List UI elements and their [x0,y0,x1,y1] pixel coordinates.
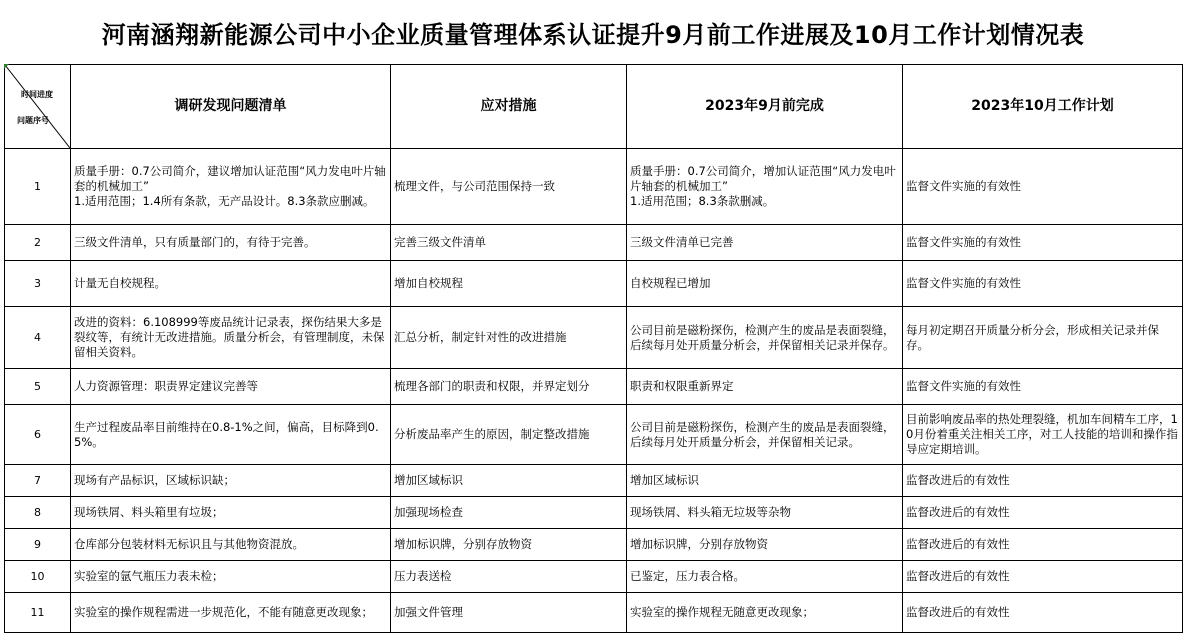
corner-label-issue-number: 问题序号 [17,116,49,125]
issue-cell[interactable]: 生产过程废品率目前维持在0.8-1%之间，偏高，目标降到0.5%。 [71,405,391,465]
issue-number-cell[interactable]: 6 [5,405,71,465]
issue-cell[interactable]: 实验室的操作规程需进一步规范化，不能有随意更改现象； [71,593,391,633]
sheet-title: 河南涵翔新能源公司中小企业质量管理体系认证提升9月前工作进展及10月工作计划情况表 [101,20,1085,49]
corner-label-time-progress: 时间进度 [21,90,53,99]
measure-cell[interactable]: 完善三级文件清单 [391,225,627,261]
plan-cell[interactable]: 目前影响废品率的热处理裂缝，机加车间精车工序，10月份着重关注相关工序，对工人技能的培训和操作指导应定期培训。 [903,405,1183,465]
issue-cell[interactable]: 仓库部分包装材料无标识且与其他物资混放。 [71,529,391,561]
measure-cell[interactable]: 加强现场检查 [391,497,627,529]
completed-cell[interactable]: 现场铁屑、料头箱无垃圾等杂物 [627,497,903,529]
plan-cell[interactable]: 每月初定期召开质量分析分会，形成相关记录并保存。 [903,307,1183,369]
measure-cell[interactable]: 增加区域标识 [391,465,627,497]
completed-cell[interactable]: 公司目前是磁粉探伤，检测产生的废品是表面裂缝，后续每月处开质量分析会，并保留相关记录并保存。 [627,307,903,369]
issue-cell[interactable]: 现场铁屑、料头箱里有垃圾； [71,497,391,529]
plan-cell[interactable]: 监督改进后的有效性 [903,561,1183,593]
table-row [5,307,1183,369]
completed-cell[interactable]: 职责和权限重新界定 [627,369,903,405]
column-header-issues[interactable]: 调研发现问题清单 [71,65,391,149]
table-row [5,497,1183,529]
table-row [5,561,1183,593]
table-row [5,593,1183,633]
cell-comment-marker [4,64,9,69]
issue-cell[interactable]: 计量无自校规程。 [71,261,391,307]
table-row [5,261,1183,307]
issue-number-cell[interactable]: 4 [5,307,71,369]
plan-cell[interactable]: 监督改进后的有效性 [903,497,1183,529]
table-row [5,529,1183,561]
column-header-october-plan[interactable]: 2023年10月工作计划 [903,65,1183,149]
measure-cell[interactable]: 分析废品率产生的原因，制定整改措施 [391,405,627,465]
issue-cell[interactable]: 三级文件清单，只有质量部门的，有待于完善。 [71,225,391,261]
issue-cell[interactable]: 人力资源管理：职责界定建议完善等 [71,369,391,405]
column-header-measures[interactable]: 应对措施 [391,65,627,149]
issue-cell[interactable]: 质量手册：0.7公司简介，建议增加认证范围“风力发电叶片轴套的机械加工” 1.适用范围；1.4所有条款，无产品设计。8.3条款应删减。 [71,149,391,225]
plan-cell[interactable]: 监督文件实施的有效性 [903,225,1183,261]
completed-cell[interactable]: 实验室的操作规程无随意更改现象； [627,593,903,633]
header-row [5,65,1183,149]
issue-number-cell[interactable]: 5 [5,369,71,405]
plan-cell[interactable]: 监督文件实施的有效性 [903,261,1183,307]
issue-number-cell[interactable]: 11 [5,593,71,633]
issue-cell[interactable]: 改进的资料：6.108999等废品统计记录表，探伤结果大多是裂纹等，有统计无改进措施。质量分析会，有管理制度，未保留相关资料。 [71,307,391,369]
measure-cell[interactable]: 加强文件管理 [391,593,627,633]
measure-cell[interactable]: 压力表送检 [391,561,627,593]
table-row [5,225,1183,261]
completed-cell[interactable]: 公司目前是磁粉探伤，检测产生的废品是表面裂缝，后续每月处开质量分析会，并保留相关记录。 [627,405,903,465]
progress-table [4,64,1183,633]
completed-cell[interactable]: 增加区域标识 [627,465,903,497]
plan-cell[interactable]: 监督改进后的有效性 [903,529,1183,561]
column-header-completed-before-sep[interactable]: 2023年9月前完成 [627,65,903,149]
plan-cell[interactable]: 监督改进后的有效性 [903,593,1183,633]
measure-cell[interactable]: 梳理文件，与公司范围保持一致 [391,149,627,225]
issue-number-cell[interactable]: 9 [5,529,71,561]
corner-header-cell[interactable] [5,65,71,149]
completed-cell[interactable]: 三级文件清单已完善 [627,225,903,261]
issue-number-cell[interactable]: 8 [5,497,71,529]
table-body [5,149,1183,633]
issue-number-cell[interactable]: 7 [5,465,71,497]
measure-cell[interactable]: 增加标识牌，分别存放物资 [391,529,627,561]
measure-cell[interactable]: 增加自校规程 [391,261,627,307]
issue-number-cell[interactable]: 10 [5,561,71,593]
issue-number-cell[interactable]: 1 [5,149,71,225]
plan-cell[interactable]: 监督改进后的有效性 [903,465,1183,497]
plan-cell[interactable]: 监督文件实施的有效性 [903,149,1183,225]
table-row [5,405,1183,465]
diagonal-divider [5,65,70,148]
issue-cell[interactable]: 实验室的氩气瓶压力表未检； [71,561,391,593]
table-row [5,369,1183,405]
completed-cell[interactable]: 增加标识牌，分别存放物资 [627,529,903,561]
table-row [5,465,1183,497]
plan-cell[interactable]: 监督文件实施的有效性 [903,369,1183,405]
issue-cell[interactable]: 现场有产品标识，区域标识缺； [71,465,391,497]
completed-cell[interactable]: 自校规程已增加 [627,261,903,307]
measure-cell[interactable]: 汇总分析，制定针对性的改进措施 [391,307,627,369]
issue-number-cell[interactable]: 2 [5,225,71,261]
completed-cell[interactable]: 已鉴定，压力表合格。 [627,561,903,593]
table-row [5,149,1183,225]
issue-number-cell[interactable]: 3 [5,261,71,307]
completed-cell[interactable]: 质量手册：0.7公司简介，增加认证范围“风力发电叶片轴套的机械加工” 1.适用范围；8.3条款删减。 [627,149,903,225]
measure-cell[interactable]: 梳理各部门的职责和权限，并界定划分 [391,369,627,405]
